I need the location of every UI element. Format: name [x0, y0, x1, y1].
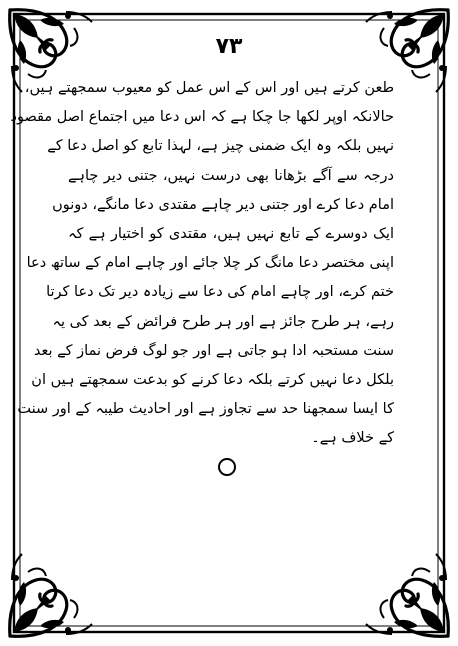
text-line: ختم کرے، اور چاہے امام کی دعا سے زیادہ دیر تک دعا کرتا: [46, 284, 394, 301]
page-number: ۷۳: [215, 34, 243, 59]
text-line: ایک دوسرے کے تابع نہیں ہیں، مقتدی کو اختیار ہے کہ: [68, 225, 394, 242]
text-line: طعن کرتے ہیں اور اس کے اس عمل کو معیوب سمجھتے ہیں،: [24, 80, 394, 96]
corner-bottom-left-ornament: [10, 554, 92, 636]
text-line: درجہ سے آگے بڑھانا بھی درست نہیں، جتنی دیر چاہے: [68, 167, 394, 184]
text-line: امام دعا کرے اور جتنی دیر چاہے مقتدی دعا مانگے، دونوں: [52, 196, 394, 213]
end-of-text-circle-mark: [218, 458, 236, 476]
body-text: [10, 74, 394, 453]
text-line: کا ایسا سمجھنا حد سے تجاوز ہے اور احادیث طیبہ کے اور سنت: [17, 401, 394, 418]
text-line: بلکل دعا نہیں کرتے بلکہ دعا کرنے کو بدعت سمجھتے ہیں ان: [31, 371, 394, 388]
text-line: نہیں بلکہ وہ ایک ضمنی چیز ہے، لہذا تابع کو اصل دعا کے: [47, 138, 394, 155]
text-line: حالانکہ اوپر لکھا جا چکا ہے کہ اس دعا میں اجتماع اصل مقصود: [10, 109, 394, 126]
text-line-last: کے خلاف ہے۔: [311, 430, 394, 447]
text-line: رہے، ہر طرح جائز ہے اور ہر طرح فرائض کے بعد کی یہ: [52, 313, 394, 330]
corner-bottom-right-ornament: [366, 554, 448, 636]
text-line: سنت مستحبہ ادا ہو جاتی ہے اور جو لوگ فرض نماز کے بعد: [33, 342, 394, 359]
text-line: اپنی مختصر دعا مانگ کر چلا جائے اور چاہے امام کے ساتھ دعا: [26, 255, 394, 272]
